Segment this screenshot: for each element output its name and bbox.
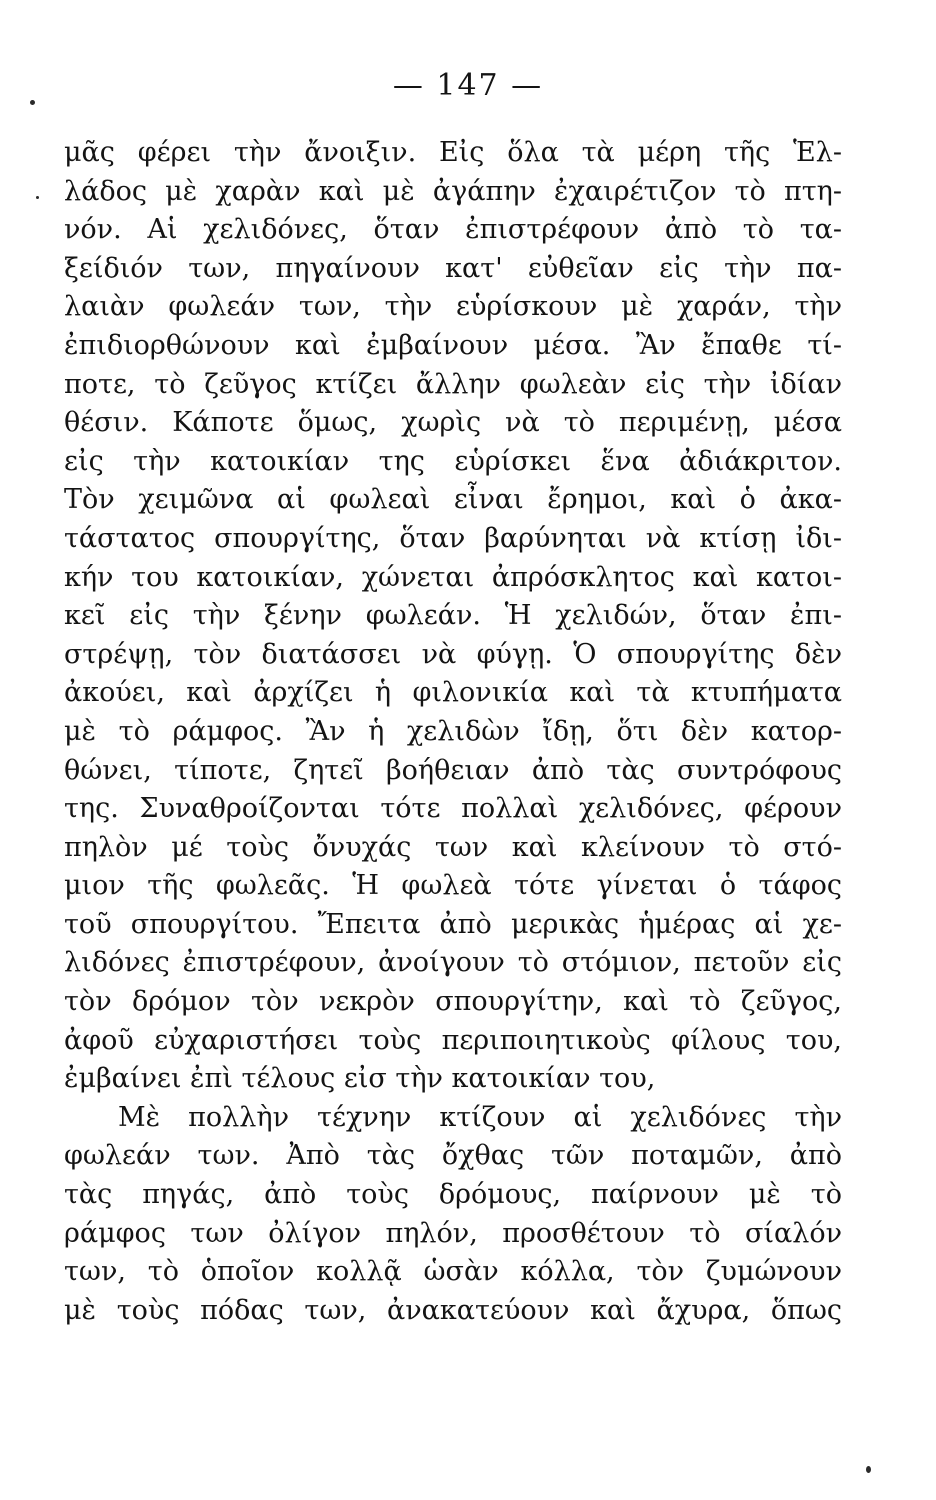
text-line: ἐμβαίνει ἐπὶ τέλους εἰσ τὴν κατοικίαν του, (64, 1063, 656, 1095)
text-line: Τὸν χειμῶνα αἱ φωλεαὶ εἶναι ἔρημοι, καὶ ὁ ἀκα- (64, 484, 842, 516)
text-line: τὸν δρόμον τὸν νεκρὸν σπουργίτην, καὶ τὸ ζεῦγος, (64, 986, 842, 1018)
text-line: μὲ τοὺς πόδας των, ἀνακατεύουν καὶ ἄχυρα, ὅπως (64, 1294, 842, 1326)
text-line: τάστατος σπουργίτης, ὅταν βαρύνηται νὰ κτίσῃ ἰδι- (64, 522, 842, 554)
text-line: θέσιν. Κάποτε ὅμως, χωρὶς νὰ τὸ περιμένῃ, μέσα (64, 407, 842, 439)
text-line: ἐπιδιορθώνουν καὶ ἐμβαίνουν μέσα. Ἂν ἔπαθε τί- (64, 329, 842, 361)
text-line: μιον τῆς φωλεᾶς. Ἡ φωλεὰ τότε γίνεται ὁ τάφος (64, 870, 842, 902)
text-line: κεῖ εἰς τὴν ξένην φωλεάν. Ἡ χελιδών, ὅταν ἐπι- (64, 600, 842, 632)
paragraph-1 (64, 134, 842, 1099)
text-line: θώνει, τίποτε, ζητεῖ βοήθειαν ἀπὸ τὰς συντρόφους (64, 754, 842, 786)
print-speck (30, 100, 35, 105)
page-number: — 147 — (392, 68, 544, 103)
text-line: ἀφοῦ εὐχαριστήσει τοὺς περιποιητικοὺς φίλους του, (64, 1024, 842, 1056)
text-line: νόν. Αἱ χελιδόνες, ὅταν ἐπιστρέφουν ἀπὸ τὸ τα- (64, 214, 842, 246)
print-speck (36, 196, 39, 199)
text-line: λιδόνες ἐπιστρέφουν, ἀνοίγουν τὸ στόμιον, πετοῦν εἰς (64, 947, 842, 979)
text-body (64, 134, 842, 1330)
text-line: εἰς τὴν κατοικίαν της εὑρίσκει ἕνα ἀδιάκριτον. (64, 445, 842, 477)
text-line: πηλὸν μέ τοὺς ὄνυχάς των καὶ κλείνουν τὸ στό- (64, 831, 842, 863)
text-line: ἀκούει, καὶ ἀρχίζει ἡ φιλονικία καὶ τὰ κτυπήματα (64, 677, 842, 709)
text-line: Μὲ πολλὴν τέχνην κτίζουν αἱ χελιδόνες τὴν (118, 1101, 842, 1133)
text-line: λαιὰν φωλεάν των, τὴν εὑρίσκουν μὲ χαράν, τὴν (64, 291, 842, 323)
text-line: λάδος μὲ χαρὰν καὶ μὲ ἀγάπην ἐχαιρέτιζον τὸ πτη- (64, 175, 842, 207)
text-line: τὰς πηγάς, ἀπὸ τοὺς δρόμους, παίρνουν μὲ τὸ (64, 1179, 842, 1211)
text-line: κήν του κατοικίαν, χώνεται ἀπρόσκλητος καὶ κατοι- (64, 561, 842, 593)
text-line: ποτε, τὸ ζεῦγος κτίζει ἄλλην φωλεὰν εἰς τὴν ἰδίαν (64, 368, 842, 400)
text-line: των, τὸ ὁποῖον κολλᾷ ὡσὰν κόλλα, τὸν ζυμώνουν (64, 1256, 842, 1288)
text-line: στρέψῃ, τὸν διατάσσει νὰ φύγῃ. Ὁ σπουργίτης δὲν (64, 638, 842, 670)
text-line: μᾶς φέρει τὴν ἄνοιξιν. Εἰς ὅλα τὰ μέρη τῆς Ἑλ- (64, 137, 842, 168)
text-line: ξείδιόν των, πηγαίνουν κατ' εὐθεῖαν εἰς τὴν πα- (64, 252, 842, 284)
text-line: της. Συναθροίζονται τότε πολλαὶ χελιδόνες, φέρουν (64, 793, 842, 825)
text-line: μὲ τὸ ράμφος. Ἂν ἡ χελιδὼν ἴδῃ, ὅτι δὲν κατορ- (64, 715, 842, 747)
text-line: ράμφος των ὀλίγον πηλόν, προσθέτουν τὸ σίαλόν (64, 1217, 842, 1249)
text-line: τοῦ σπουργίτου. Ἔπειτα ἀπὸ μερικὰς ἡμέρας αἱ χε- (64, 908, 842, 940)
text-line: φωλεάν των. Ἀπὸ τὰς ὄχθας τῶν ποταμῶν, ἀπὸ (64, 1140, 842, 1172)
paragraph-2 (64, 1099, 842, 1331)
print-speck (866, 1466, 871, 1473)
